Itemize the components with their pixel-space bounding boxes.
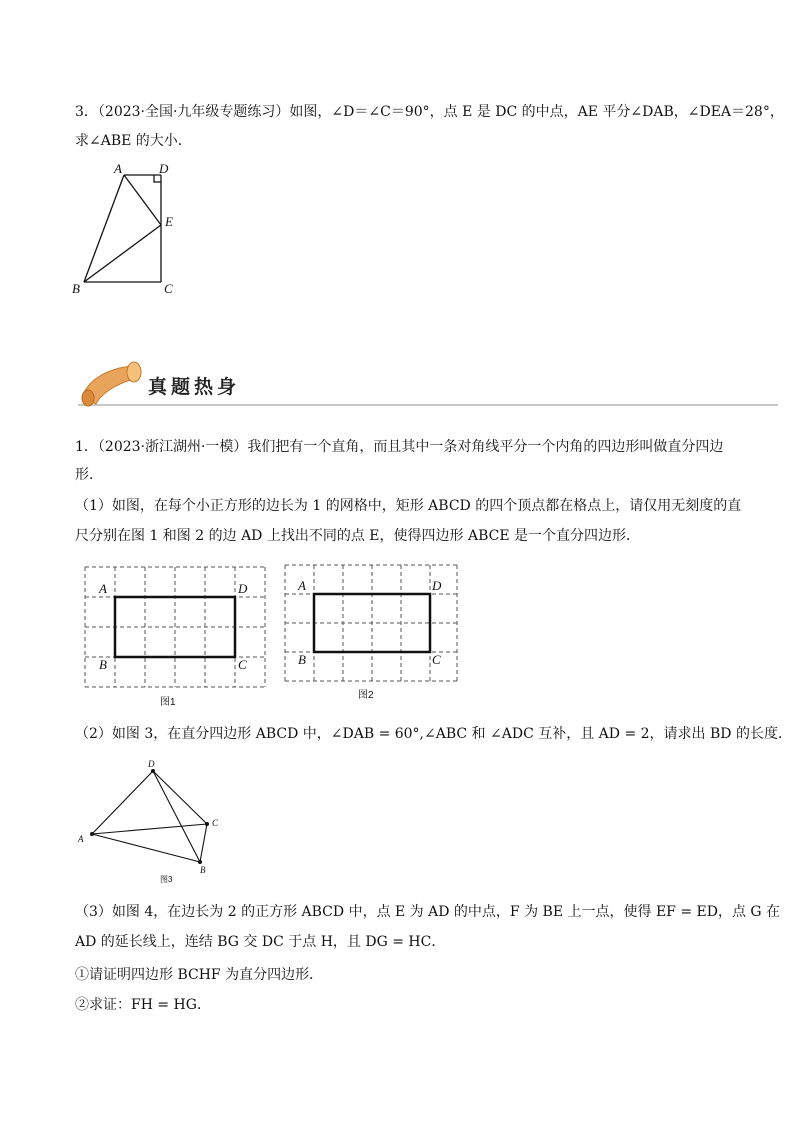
fig3-label-B: B <box>200 865 206 875</box>
section-title: 真题热身 <box>148 376 241 398</box>
problem1-intro-line2: 形． <box>75 467 103 483</box>
fig1-label-C: C <box>238 657 247 672</box>
label-C: C <box>164 281 173 296</box>
fig3-BD <box>153 771 200 862</box>
fig2-label-D: D <box>432 578 442 593</box>
fig3-label-D: D <box>148 759 155 769</box>
fig1-label-D: D <box>238 581 248 596</box>
fig2-label-C: C <box>432 652 441 667</box>
problem1-intro-line1: 1．（2023·浙江湖州·一模）我们把有一个直角，而且其中一条对角线平分一个内角的四边形叫做直分四边 <box>75 439 724 455</box>
problem1-sub2: ②求证：FH = HG． <box>75 997 211 1013</box>
fig1-label-A: A <box>99 581 107 596</box>
fig1-label-B: B <box>99 657 107 672</box>
problem3-text-line2: 求∠ABE 的大小． <box>75 133 192 149</box>
fig2-caption: 图2 <box>358 690 374 701</box>
fig3-DC <box>153 771 207 824</box>
label-A: A <box>114 161 122 176</box>
problem1-part1-line1: （1）如图，在每个小正方形的边长为 1 的网格中，矩形 ABCD 的四个顶点都在格点上，请仅用无刻度的直 <box>75 498 742 514</box>
label-D: D <box>159 161 169 176</box>
fig3-AC <box>92 824 207 834</box>
fig3-CB <box>200 824 207 862</box>
fig3-label-C: C <box>212 818 219 828</box>
problem1-part3-line2: AD 的延长线上，连结 BG 交 DC 于点 H，且 DG = HC． <box>75 934 446 950</box>
problem1-part2: （2）如图 3，在直分四边形 ABCD 中，∠DAB = 60°,∠ABC 和 ∠ADC 互补，且 AD = 2，请求出 BD 的长度． <box>75 726 792 742</box>
fig2-label-A: A <box>298 578 306 593</box>
label-B: B <box>72 281 80 296</box>
problem1-part3-line1: （3）如图 4，在边长为 2 的正方形 ABCD 中，点 E 为 AD 的中点，F 为 BE 上一点，使得 EF = ED，点 G 在 <box>75 904 781 920</box>
problem1-part1-line2: 尺分别在图 1 和图 2 的边 AD 上找出不同的点 E，使得四边形 ABCE 是一个直分四边形． <box>75 528 641 544</box>
fig2-label-B: B <box>298 652 306 667</box>
fig3-AB <box>92 834 200 862</box>
problem3-text-line1: 3．（2023·全国·九年级专题练习）如图，∠D＝∠C＝90°，点 E 是 DC 的中点，AE 平分∠DAB，∠DEA＝28°， <box>75 104 784 120</box>
fig3-label-A: A <box>78 834 84 844</box>
label-E: E <box>165 214 173 229</box>
fig3-caption: 图3 <box>160 875 173 884</box>
problem1-sub1: ①请证明四边形 BCHF 为直分四边形． <box>75 967 324 983</box>
fig1-caption: 图1 <box>160 697 176 708</box>
fig3-AD <box>92 771 153 834</box>
